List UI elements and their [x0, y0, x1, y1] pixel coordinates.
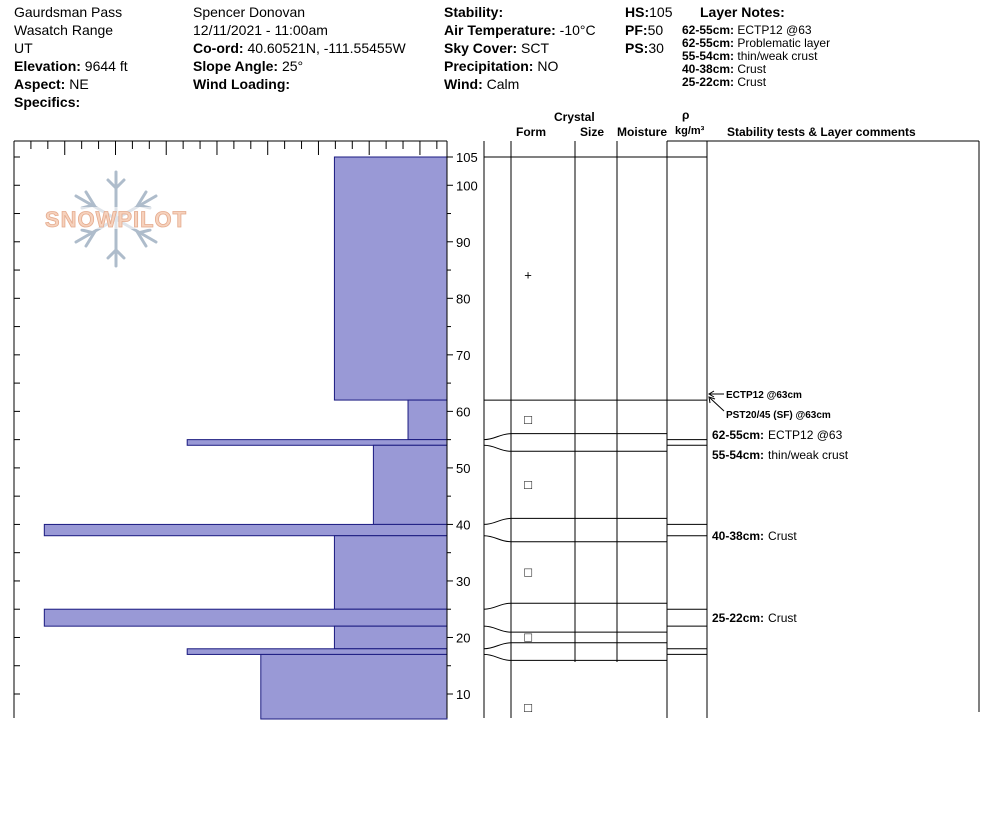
depth-axis-ticks	[447, 150, 478, 702]
crystal-header: Crystal	[554, 110, 595, 124]
specifics-label: Specifics:	[14, 94, 81, 110]
depth-tick-label: 70	[456, 347, 471, 363]
comment-text: Crust	[768, 611, 797, 625]
snowpilot-logo	[40, 172, 192, 266]
layer-connector	[484, 643, 511, 649]
hardness-bar	[44, 609, 447, 626]
hardness-bar	[408, 400, 447, 440]
layer-connector	[484, 445, 511, 451]
layer-note-text: Crust	[737, 62, 767, 76]
comment-text: thin/weak crust	[768, 448, 849, 462]
hardness-bar	[373, 445, 447, 524]
layer-notes-title: Layer Notes:	[700, 4, 785, 20]
stability-label: Stability:	[444, 4, 504, 20]
layer-note-text: ECTP12 @63	[737, 23, 812, 37]
layer-connector	[484, 518, 511, 524]
hardness-bar	[334, 536, 447, 609]
grain-forms	[524, 268, 532, 715]
layer-note-range: 40-38cm:	[682, 62, 735, 76]
aspect-label: Aspect:	[14, 76, 66, 92]
layer-boundaries	[484, 157, 707, 660]
ps-value: 30	[648, 40, 664, 56]
wind-value: Calm	[486, 76, 520, 92]
datetime: 12/11/2021 - 11:00am	[193, 22, 328, 38]
elevation-label: Elevation:	[14, 58, 81, 74]
stability-tests	[709, 390, 831, 421]
density-symbol: ρ	[682, 108, 690, 122]
layer-connector	[484, 626, 511, 632]
form-header: Form	[516, 125, 546, 139]
depth-tick-label: 40	[456, 517, 471, 533]
mountain-range: Wasatch Range	[14, 22, 114, 38]
slope-value: 25°	[281, 58, 304, 74]
layer-note-text: thin/weak crust	[737, 49, 818, 63]
layer-connector	[484, 536, 511, 542]
layer-comment	[712, 428, 843, 442]
depth-tick-label: 90	[456, 234, 471, 250]
hs-value: 105	[649, 4, 673, 20]
coord-value: 40.60521N, -111.55455W	[247, 40, 406, 56]
air-temp-value: -10°C	[559, 22, 596, 38]
grain-form-symbol: □	[524, 700, 532, 716]
moisture-header: Moisture	[617, 125, 668, 139]
state: UT	[14, 40, 33, 56]
grain-form-symbol: □	[524, 476, 532, 492]
grain-form-symbol: □	[524, 564, 532, 580]
size-header: Size	[580, 125, 605, 139]
depth-tick-label: 30	[456, 573, 471, 589]
depth-tick-label: 80	[456, 291, 471, 307]
depth-tick-label: 10	[456, 687, 471, 702]
aspect-value: NE	[69, 76, 89, 92]
depth-tick-label: 60	[456, 404, 471, 420]
comment-text: ECTP12 @63	[768, 428, 843, 442]
depth-tick-label: 100	[456, 178, 478, 194]
layer-note-range: 55-54cm:	[682, 49, 735, 63]
hs-label: HS:	[625, 4, 650, 20]
test-pointer	[710, 398, 724, 411]
observer: Spencer Donovan	[193, 4, 306, 20]
layer-connector	[484, 434, 511, 440]
layer-comment	[712, 448, 849, 462]
stability-test: PST20/45 (SF) @63cm	[726, 410, 831, 421]
hardness-bar	[187, 440, 447, 446]
hardness-ticks	[14, 141, 437, 155]
layer-comment	[712, 529, 797, 543]
depth-tick-label: 50	[456, 460, 471, 476]
grain-form-symbol: □	[524, 411, 532, 427]
layer-comments	[712, 428, 849, 625]
comments-header: Stability tests & Layer comments	[727, 125, 916, 139]
precip-value: NO	[537, 58, 559, 74]
comment-text: Crust	[768, 529, 797, 543]
hardness-bar	[261, 654, 447, 719]
grain-form-symbol: □	[524, 629, 532, 645]
layer-note-range: 62-55cm:	[682, 23, 735, 37]
sky-label: Sky Cover:	[444, 40, 518, 56]
hardness-bar	[187, 649, 447, 655]
layer-note-text: Crust	[737, 75, 767, 89]
layer-note-text: Problematic layer	[737, 36, 831, 50]
comment-range: 25-22cm:	[712, 611, 765, 625]
logo-text: SNOWPILOT	[44, 207, 188, 232]
wind-label: Wind:	[444, 76, 483, 92]
hardness-bar	[334, 626, 447, 649]
layer-connector	[484, 654, 511, 660]
layer-note-range: 62-55cm:	[682, 36, 735, 50]
layer-comment	[712, 611, 797, 625]
pf-value: 50	[647, 22, 664, 38]
coord-label: Co-ord:	[193, 40, 244, 56]
ps-label: PS:	[625, 40, 649, 56]
slope-label: Slope Angle:	[193, 58, 279, 74]
comment-range: 55-54cm:	[712, 448, 765, 462]
wind-loading-label: Wind Loading:	[193, 76, 291, 92]
depth-tick-label: 105	[456, 150, 478, 165]
precip-label: Precipitation:	[444, 58, 534, 74]
layer-note-range: 25-22cm:	[682, 75, 735, 89]
depth-tick-label: 20	[456, 630, 471, 646]
hardness-bar	[44, 524, 447, 535]
density-unit: kg/m³	[675, 125, 705, 137]
layer-connector	[484, 603, 511, 609]
pf-label: PF:	[625, 22, 648, 38]
elevation-value: 9644 ft	[84, 58, 128, 74]
air-temp-label: Air Temperature:	[444, 22, 556, 38]
comment-range: 62-55cm:	[712, 428, 765, 442]
stability-test: ECTP12 @63cm	[726, 390, 802, 401]
location-name: Gaurdsman Pass	[14, 4, 123, 20]
hardness-bar	[334, 157, 447, 400]
grain-form-symbol: +	[524, 267, 532, 283]
comment-range: 40-38cm:	[712, 529, 765, 543]
sky-value: SCT	[521, 40, 550, 56]
left-depth-ticks	[14, 157, 20, 694]
hardness-bars	[44, 157, 447, 719]
